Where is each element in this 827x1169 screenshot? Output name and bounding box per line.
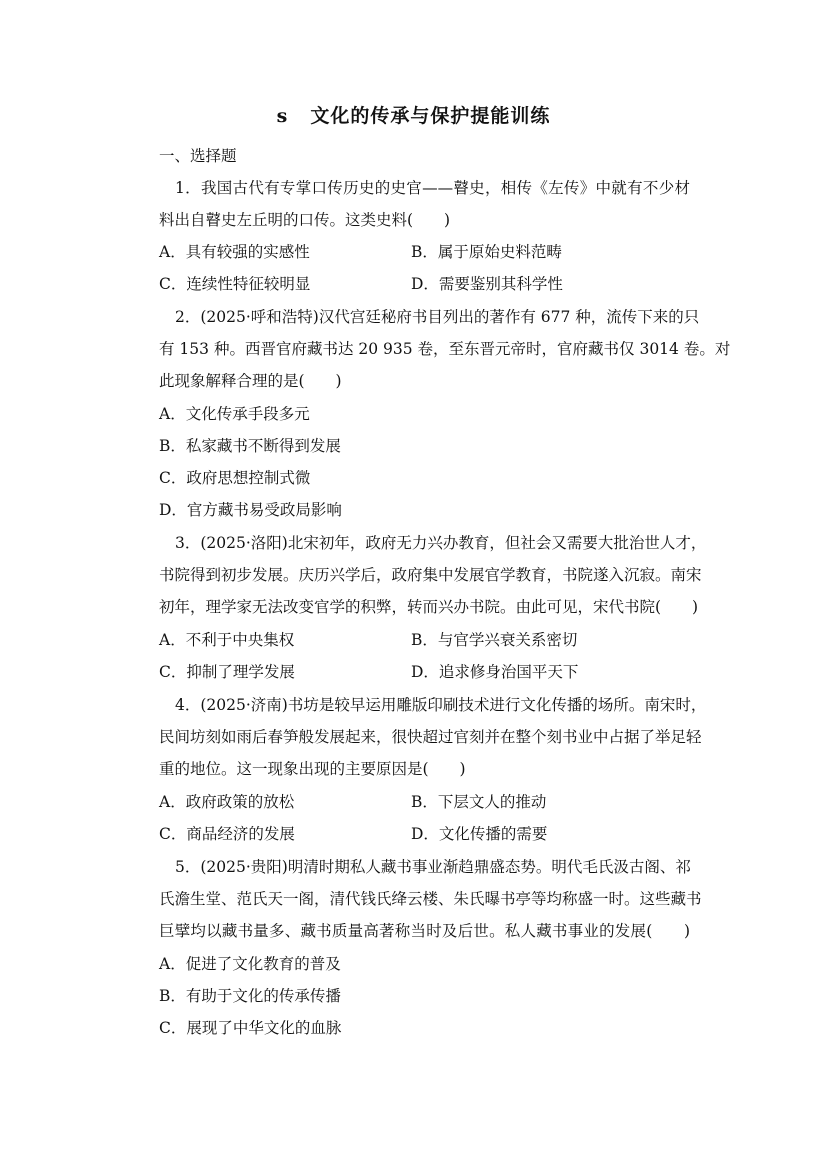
question-2-line-2: 有 153 种。西晋官府藏书达 20 935 卷，至东晋元帝时，官府藏书仅 3014 卷。对 — [159, 340, 731, 358]
question-1-line-2: 料出自瞽史左丘明的口传。这类史料( ) — [159, 211, 451, 229]
question-1-option-a: A．具有较强的实感性 — [159, 243, 310, 261]
question-2-line-1: 2．(2025·呼和浩特)汉代宫廷秘府书目列出的著作有 677 种，流传下来的只 — [175, 308, 700, 326]
question-2-option-b: B．私家藏书不断得到发展 — [159, 437, 341, 455]
question-3-line-3: 初年，理学家无法改变官学的积弊，转而兴办书院。由此可见，宋代书院( ) — [159, 598, 699, 616]
question-4-line-3: 重的地位。这一现象出现的主要原因是( ) — [159, 760, 466, 778]
question-1-option-c: C．连续性特征较明显 — [159, 275, 311, 293]
question-2-option-a: A．文化传承手段多元 — [159, 405, 310, 423]
question-4-option-c: C．商品经济的发展 — [159, 825, 295, 843]
question-2-option-c: C．政府思想控制式微 — [159, 469, 311, 487]
question-4-option-d: D．文化传播的需要 — [411, 825, 548, 843]
question-5-option-a: A．促进了文化教育的普及 — [159, 955, 341, 973]
section-heading: 一、选择题 — [159, 147, 237, 165]
question-2-option-d: D．官方藏书易受政局影响 — [159, 501, 342, 519]
question-4-line-1: 4．(2025·济南)书坊是较早运用雕版印刷技术进行文化传播的场所。南宋时， — [175, 696, 707, 714]
question-1-option-b: B．属于原始史料范畴 — [411, 243, 562, 261]
question-3-option-c: C．抑制了理学发展 — [159, 663, 295, 681]
question-1-option-d: D．需要鉴别其科学性 — [411, 275, 563, 293]
question-1-line-1: 1．我国古代有专掌口传历史的史官——瞽史，相传《左传》中就有不少材 — [175, 179, 690, 197]
question-3-option-b: B．与官学兴衰关系密切 — [411, 631, 578, 649]
question-3-option-a: A．不利于中央集权 — [159, 631, 295, 649]
title-number: s — [276, 105, 289, 127]
question-4-line-2: 民间坊刻如雨后春笋般发展起来，很快超过官刻并在整个刻书业中占据了举足轻 — [159, 728, 702, 746]
title-text: 文化的传承与保护提能训练 — [310, 105, 551, 127]
page-title — [0, 101, 827, 128]
question-5-line-1: 5．(2025·贵阳)明清时期私人藏书事业渐趋鼎盛态势。明代毛氏汲古阁、祁 — [175, 858, 691, 876]
question-5-option-b: B．有助于文化的传承传播 — [159, 987, 341, 1005]
question-5-line-3: 巨擘均以藏书量多、藏书质量高著称当时及后世。私人藏书事业的发展( ) — [159, 922, 690, 940]
question-2-line-3: 此现象解释合理的是( ) — [159, 372, 342, 390]
question-5-line-2: 氏澹生堂、范氏天一阁，清代钱氏绛云楼、朱氏曝书亭等均称盛一时。这些藏书 — [159, 890, 702, 908]
question-5-option-c: C．展现了中华文化的血脉 — [159, 1019, 342, 1037]
question-3-line-2: 书院得到初步发展。庆历兴学后，政府集中发展官学教育，书院遂入沉寂。南宋 — [159, 566, 702, 584]
question-4-option-b: B．下层文人的推动 — [411, 793, 547, 811]
question-3-option-d: D．追求修身治国平天下 — [411, 663, 579, 681]
question-4-option-a: A．政府政策的放松 — [159, 793, 295, 811]
question-3-line-1: 3．(2025·洛阳)北宋初年，政府无力兴办教育，但社会又需要大批治世人才， — [175, 534, 707, 552]
